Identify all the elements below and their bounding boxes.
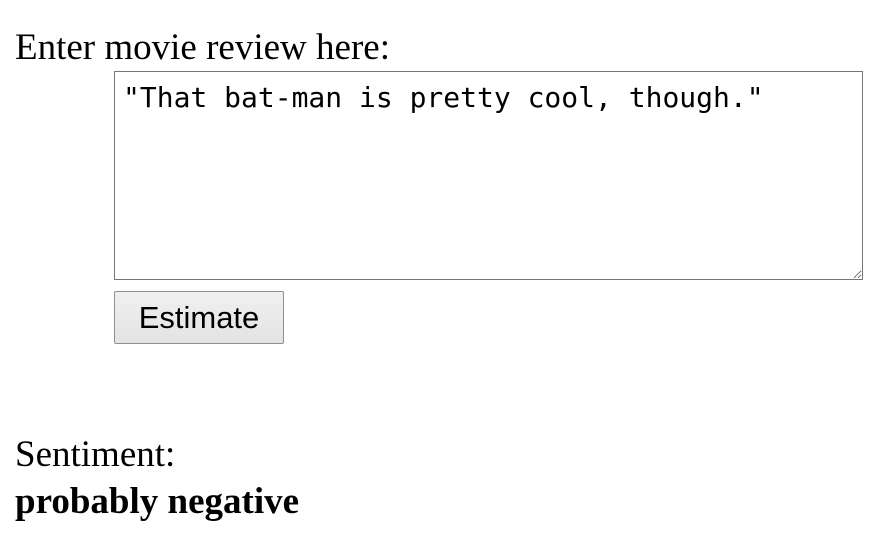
review-prompt-label: Enter movie review here: (15, 27, 390, 68)
movie-review-input[interactable] (114, 71, 863, 280)
sentiment-result: probably negative (15, 481, 300, 522)
estimate-button[interactable]: Estimate (114, 291, 284, 344)
sentiment-label: Sentiment: (15, 434, 176, 475)
